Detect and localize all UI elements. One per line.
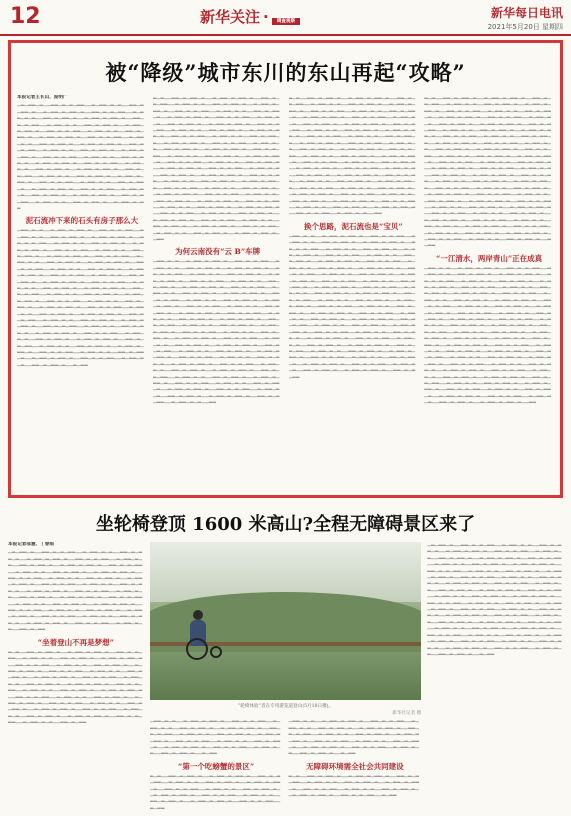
issue-date: 2021年5月20日 星期四 (487, 23, 563, 31)
feature-column-2: ▂▁▂▁▁▂▂▁▂▁▂▂▁▂▁▁▂▁▂▂▁▂▁▂▂▁▂▁▁▂▂▁▂▁▂▁▂▂▁▁▂▁▂▂▁▂▁▂▁▁▂▂▁▂▁▂▂▁▂▁▁▂▁▂▂▁▂▁▂▂▁▂▁▁▂▂▁▂▁▂▁▂▂▁▁▂▁▂▂▁▂▁▂▁▁▂▂▁▂▁▂▂▁▂▁▁▂▁▂▂▁▂▁▂▂▁▂▁▁▂▂▁▂▁▂▁▂▂▁▁▂▁▂▂▁▂▁▂▁▁▂▂▁▂▁▂▂▁▂▁▁▂▁▂▂▁▂▁▂▂▁▂▁▁▂▂▁▂▁▂▁▂▂▁▁▂▁▂▂▁▂▁▂▁▁▂▂▁▂▁▂▂▁▂▁▁▂▁▂▂▁▂▁▂▂▁▂▁▁▂▂▁▂▁▂▁▂▂▁▁▂▁▂▂▁▂▁▂▁▁▂▂▁▂▁▂▂▁▂▁▁▂▁▂▂▁▂▁▂▂▁▂▁▁▂▂▁▂▁▂▁▂▂▁▁▂▁▂▂▁▂▁▂▁▁▂▂▁▂▁▂▂▁▂▁▁▂▁▂▂▁▂▁▂▂▁▂▁▁▂▂▁▂▁▂▁▂▂▁▁▂▁▂▂▁▂▁▂▁▁▂▂▁▂▁▂▂▁▂▁▁▂▁▂▂▁▂▁▂▂▁▂▁▁▂▂▁▂▁▂▁▂▂▁▁▂▁▂▂▁▂▁▂▁▁▂▂▁▂▁▂▂▁▂▁▁▂▁▂▂▁▂▁▂▂▁▂▁▁▂▂▁▂▁▂▁▂▂▁▁▂▁▂▂▁▂▁▂▁▁▂▂▁▂▁▂▂▁▂▁▁▂▁▂▂▁▂▁▂▂▁▂▁▁▂▂▁▂▁▂▁▂▂▁▁▂▁▂▂▁▂▁▂▁▁▂▂▁▂▁▂▂▁▂▁▁▂▁▂▂▁▂▁▂▂▁▂▁▁▂▂▁▂▁▂▁▂▂▁▁▂▁▂▂▁▂▁▂▁▁▂▂▁▂▁▂▂▁▂▁▁▂▁▂▂▁▂▁▂▂▁▂▁▁▂▂▁▂▁▂▁▂▂▁▁▂▁▂▂▁▂▁▂▁▁▂▂▁▂▁▂▂▁▂▁▁▂▁▂▂▁▂▁▂▂▁▂▁▁▂▂▁▂▁▂▁▂▂▁▁▂▁▂▂▁▂▁▂▁▁▂▂▁▂▁▂▂▁▂▁▁▂▁▂▂▁▂▁▂▂▁▂▁▁▂▂▁▂▁▂▁▂▂▁▁▂▁▂▂▁▂▁▂▁▁▂▂▁▂▁▂▂▁▂▁▁▂▁▂▂▁▂▁▂▂▁▂▁▁▂▂▁▂▁▂▁▂▂▁▁▂▁▂▂▁▂▁▂▁▁▂▂▁▂▁▂▂▁▂▁▁▂▁▂▂▁▂▁▂▂▁▂▁▁▂▂▁▂▁▂▁▂▂▁▁▂▁▂▂▁▂▁▂▁▁▂▂▁▂▁▂▂▁▂▁▁▂▁▂▂▁▂▁▂▂▁▂▁▁▂▂ 为何云南没有“云 B”车牌 ▁▂▂▁▂▁▂▁▁▂▁▂▂▁▂▁▂▂▁▂▁▁▂▂▁▂▁▂▁▂▂▁▁▂▁▂▂▁▂▁▂▁▁▂▂▁▂▁▂▂▁▂▁▁▂▁▂▂▁▂▁▂▂▁▂▁▁▂▂▁▂▁▂▁▂▂▁▁▂▁▂▂▁▂▁▂▁▁▂▂▁▂▁▂▂▁▂▁▁▂▁▂▂▁▂▁▂▂▁▂▁▁▂▂▁▂▁▂▁▂▂▁▁▂▁▂▂▁▂▁▂▁▁▂▂▁▂▁▂▂▁▂▁▁▂▁▂▂▁▂▁▂▂▁▂▁▁▂▂▁▂▁▂▁▂▂▁▁▂▁▂▂▁▂▁▂▁▁▂▂▁▂▁▂▂▁▂▁▁▂▁▂▂▁▂▁▂▂▁▂▁▁▂▂▁▂▁▂▁▂▂▁▁▂▁▂▂▁▂▁▂▁▁▂▂▁▂▁▂▂▁▂▁▁▂▁▂▂▁▂▁▂▂▁▂▁▁▂▂▁▂▁▂▁▂▂▁▁▂▁▂▂▁▂▁▂▁▁▂▂▁▂▁▂▂▁▂▁▁▂▁▂▂▁▂▁▂▂▁▂▁▁▂▂▁▂▁▂▁▂▂▁▁▂▁▂▂▁▂▁▂▁▁▂▂▁▂▁▂▂▁▂▁▁▂▁▂▂▁▂▁▂▂▁▂▁▁▂▂▁▂▁▂▁▂▂▁▁▂▁▂▂▁▂▁▂▁▁▂▂▁▂▁▂▂▁▂▁▁▂▁▂▂▁▂▁▂▂▁▂▁▁▂▂▁▂▁▂▁▂▂▁▁▂▁▂▂▁▂▁▂▁▁▂▂▁▂▁▂▂▁▂▁▁▂▁▂▂▁▂▁▂▂▁▂▁▁▂▂▁▂▁▂▁▂▂▁▁▂▁▂▂▁▂▁▂▁▁▂▂▁▂▁▂▂▁▂▁▁▂▁▂▂▁▂▁▂▂▁▂▁▁▂▂▁▂▁▂▁▂▂▁▁▂▁▂▂▁▂▁▂▁▁▂▂▁▂▁▂▂▁▂▁▁▂▁▂▂▁▂▁▂▂▁▂▁▁▂▂▁▂▁▂▁▂▂▁▁▂▁▂▂▁▂▁▂▁▁▂▂▁▂▁▂▂▁▂▁▁▂▁▂▂▁▂▁▂▂▁▂▁▁▂▂▁▂▁▂▁▂▂▁▁▂▁▂▂▁▂▁▂▁▁▂▂▁▂▁▂▂▁▂▁▁▂▁▂▂▁▂▁▂▂▁▂▁▁▂▂▁▂▁▂▁▂▂▁▁▂▁▂▂▁▂▁▂▁▁▂▂▁▂▁▂▂▁▂▁▁▂▁▂▂▁▂▁▂▂▁▂▁▁▂▂▁▂▁▂▁▂▂▁▁▂▁▂▂▁▂▁▂▁▁▂▂▁▂▁▂▂▁▂▁▁▂▁▂▂▁▂▁▂▂▁▂▁▁▂▂▁▂▁▂▁▂▂▁▁▂▁▂▂▁▂▁▂▁▁▂▂▁▂▁▂▂▁▂▁▁▂▁▂▂▁▂▁▂▂▁▂▁▁▂▂▁▂▁▂▁▂▂▁▁▂▁▂▂▁▂▁▂▁▁▂▂ (153, 95, 283, 489)
feature-subhead-3: 换个思路，泥石流也是“宝贝” (304, 221, 403, 231)
feature-subhead-4: “一江清水，两岸青山”正在成真 (436, 253, 543, 263)
lower-subhead-2: “第一个吃螃蟹的景区” (178, 761, 255, 771)
feature-byline: 本报记者王长山、庞明广 (17, 95, 68, 100)
paper-name: 新华每日电讯 (490, 6, 563, 20)
lower-column-1: 本报记者邬慧、丁春雨 ▁▂▁▂▂▁▂▁▁▂▂▁▂▁▂▁▂▂▁▁▂▁▂▂▁▂▁▂▁▁▂▂▁▂▁▂▂▁▂▁▁▂▁▂▂▁▂▁▂▂▁▂▁▁▂▂▁▂▁▂▁▂▂▁▁▂▁▂▂▁▂▁▂▁▁▂▂▁▂▁▂▂▁▂▁▁▂▁▂▂▁▂▁▂▂▁▂▁▁▂▂▁▂▁▂▁▂▂▁▁▂▁▂▂▁▂▁▂▁▁▂▂▁▂▁▂▂▁▂▁▁▂▁▂▂▁▂▁▂▂▁▂▁▁▂▂▁▂▁▂▁▂▂▁▁▂▁▂▂▁▂▁▂▁▁▂▂▁▂▁▂▂▁▂▁▁▂▁▂▂▁▂▁▂▂▁▂▁▁▂▂▁▂▁▂▁▂▂▁▁▂▁▂▂▁▂▁▂▁▁▂▂▁▂▁▂▂▁▂▁▁▂▁▂▂▁▂▁▂▂▁▂▁▁▂▂▁▂▁▂▁▂▂▁▁▂▁▂▂▁▂▁▂▁▁▂▂▁▂▁▂▂▁▂▁▁▂▁▂▂▁▂▁▂▂▁▂▁▁▂▂▁▂▁▂▁▂▂▁▁▂▁▂▂▁▂▁▂▁▁▂▂▁▂▁▂▂▁▂▁▁▂▁▂▂▁▂▁▂▂▁▂▁▁▂▂▁▂▁▂▁▂▂▁▁▂▁▂▂▁▂▁▂▁▁▂▂▁▂▁▂▂▁▂▁▁▂▁▂▂▁▂▁▂▂▁▂▁▁▂▂▁▂▁▂▁▂▂▁▁▂▁▂▂▁▂▁▂▁▁▂▂▁▂▁▂▂▁▂▁▁▂▁▂▂▁▂▁▂▂▁▂▁▁▂▂▁▂▁▂▁▂▂▁▁▂▁▂▂▁▂▁▂▁▁▂▂▁▂▁▂▂ “坐着登山不再是梦想” ▂▁▂▁▁▂▂▁▂▁▂▂▁▂▁▁▂▁▂▂▁▂▁▂▂▁▂▁▁▂▂▁▂▁▂▁▂▂▁▁▂▁▂▂▁▂▁▂▁▁▂▂▁▂▁▂▂▁▂▁▁▂▁▂▂▁▂▁▂▂▁▂▁▁▂▂▁▂▁▂▁▂▂▁▁▂▁▂▂▁▂▁▂▁▁▂▂▁▂▁▂▂▁▂▁▁▂▁▂▂▁▂▁▂▂▁▂▁▁▂▂▁▂▁▂▁▂▂▁▁▂▁▂▂▁▂▁▂▁▁▂▂▁▂▁▂▂▁▂▁▁▂▁▂▂▁▂▁▂▂▁▂▁▁▂▂▁▂▁▂▁▂▂▁▁▂▁▂▂▁▂▁▂▁▁▂▂▁▂▁▂▂▁▂▁▁▂▁▂▂▁▂▁▂▂▁▂▁▁▂▂▁▂▁▂▁▂▂▁▁▂▁▂▂▁▂▁▂▁▁▂▂▁▂▁▂▂▁▂▁▁▂▁▂▂▁▂▁▂▂▁▂▁▁▂▂▁▂▁▂▁▂▂▁▁▂▁▂▂▁▂▁▂▁▁▂▂▁▂▁▂▂▁▂▁▁▂▁▂▂▁▂▁▂▂▁▂▁▁▂▂▁▂▁▂▁▂▂▁▁▂▁▂▂▁▂▁▂▁▁▂▂▁▂▁▂▂▁▂▁▁▂▁▂▂▁▂▁▂▂▁▂▁▁▂▂▁▂▁▂▁▂▂▁▁▂▁▂▂▁▂▁▂▁▁▂▂▁▂▁▂▂▁▂▁▁▂▁▂▂▁▂▁▂▂▁▂▁▁▂▂▁▂▁▂▁▂▂▁▁▂▁▂▂▁▂▁▂▁▁▂▂▁▂▁▂▂ (8, 542, 143, 725)
feature-column-4: ▂▁▂▁▁▂▂▁▂▁▂▂▁▂▁▁▂▁▂▂▁▂▁▂▂▁▂▁▁▂▂▁▂▁▂▁▂▂▁▁▂▁▂▂▁▂▁▂▁▁▂▂▁▂▁▂▂▁▂▁▁▂▁▂▂▁▂▁▂▂▁▂▁▁▂▂▁▂▁▂▁▂▂▁▁▂▁▂▂▁▂▁▂▁▁▂▂▁▂▁▂▂▁▂▁▁▂▁▂▂▁▂▁▂▂▁▂▁▁▂▂▁▂▁▂▁▂▂▁▁▂▁▂▂▁▂▁▂▁▁▂▂▁▂▁▂▂▁▂▁▁▂▁▂▂▁▂▁▂▂▁▂▁▁▂▂▁▂▁▂▁▂▂▁▁▂▁▂▂▁▂▁▂▁▁▂▂▁▂▁▂▂▁▂▁▁▂▁▂▂▁▂▁▂▂▁▂▁▁▂▂▁▂▁▂▁▂▂▁▁▂▁▂▂▁▂▁▂▁▁▂▂▁▂▁▂▂▁▂▁▁▂▁▂▂▁▂▁▂▂▁▂▁▁▂▂▁▂▁▂▁▂▂▁▁▂▁▂▂▁▂▁▂▁▁▂▂▁▂▁▂▂▁▂▁▁▂▁▂▂▁▂▁▂▂▁▂▁▁▂▂▁▂▁▂▁▂▂▁▁▂▁▂▂▁▂▁▂▁▁▂▂▁▂▁▂▂▁▂▁▁▂▁▂▂▁▂▁▂▂▁▂▁▁▂▂▁▂▁▂▁▂▂▁▁▂▁▂▂▁▂▁▂▁▁▂▂▁▂▁▂▂▁▂▁▁▂▁▂▂▁▂▁▂▂▁▂▁▁▂▂▁▂▁▂▁▂▂▁▁▂▁▂▂▁▂▁▂▁▁▂▂▁▂▁▂▂▁▂▁▁▂▁▂▂▁▂▁▂▂▁▂▁▁▂▂▁▂▁▂▁▂▂▁▁▂▁▂▂▁▂▁▂▁▁▂▂▁▂▁▂▂▁▂▁▁▂▁▂▂▁▂▁▂▂▁▂▁▁▂▂▁▂▁▂▁▂▂▁▁▂▁▂▂▁▂▁▂▁▁▂▂▁▂▁▂▂▁▂▁▁▂▁▂▂▁▂▁▂▂▁▂▁▁▂▂▁▂▁▂▁▂▂▁▁▂▁▂▂▁▂▁▂▁▁▂▂▁▂▁▂▂▁▂▁▁▂▁▂▂▁▂▁▂▂▁▂▁▁▂▂▁▂▁▂▁▂▂▁▁▂▁▂▂▁▂▁▂▁▁▂▂▁▂▁▂▂▁▂▁▁▂▁▂▂▁▂▁▂▂▁▂▁▁▂▂▁▂▁▂▁▂▂▁▁▂▁▂▂▁▂▁▂▁▁▂▂▁▂▁▂▂▁▂▁▁▂▁▂▂▁▂▁▂▂▁▂▁▁▂▂▁▂▁▂▁▂▂▁▁▂▁▂▂▁▂▁▂▁▁▂▂▁▂▁▂▂▁▂▁▁▂▁▂▂▁▂▁▂▂▁▂▁▁▂▂▁▂▁▂▁▂▂▁▁▂▁▂▂▁▂▁▂▁▁▂▂▁▂▁▂▂▁▂▁▁▂▁▂▂▁▂▁▂▂▁▂▁▁▂▂▁▂▁▂▁▂▂▁▁▂▁▂▂▁▂▁▂▁▁▂▂▁▂▁▂▂▁▂▁▁▂▁▂▂ “一江清水，两岸青山”正在成真 ▁▂▂▁▂▁▂▁▁▂▁▂▂▁▂▁▂▂▁▂▁▁▂▂▁▂▁▂▁▂▂▁▁▂▁▂▂▁▂▁▂▁▁▂▂▁▂▁▂▂▁▂▁▁▂▁▂▂▁▂▁▂▂▁▂▁▁▂▂▁▂▁▂▁▂▂▁▁▂▁▂▂▁▂▁▂▁▁▂▂▁▂▁▂▂▁▂▁▁▂▁▂▂▁▂▁▂▂▁▂▁▁▂▂▁▂▁▂▁▂▂▁▁▂▁▂▂▁▂▁▂▁▁▂▂▁▂▁▂▂▁▂▁▁▂▁▂▂▁▂▁▂▂▁▂▁▁▂▂▁▂▁▂▁▂▂▁▁▂▁▂▂▁▂▁▂▁▁▂▂▁▂▁▂▂▁▂▁▁▂▁▂▂▁▂▁▂▂▁▂▁▁▂▂▁▂▁▂▁▂▂▁▁▂▁▂▂▁▂▁▂▁▁▂▂▁▂▁▂▂▁▂▁▁▂▁▂▂▁▂▁▂▂▁▂▁▁▂▂▁▂▁▂▁▂▂▁▁▂▁▂▂▁▂▁▂▁▁▂▂▁▂▁▂▂▁▂▁▁▂▁▂▂▁▂▁▂▂▁▂▁▁▂▂▁▂▁▂▁▂▂▁▁▂▁▂▂▁▂▁▂▁▁▂▂▁▂▁▂▂▁▂▁▁▂▁▂▂▁▂▁▂▂▁▂▁▁▂▂▁▂▁▂▁▂▂▁▁▂▁▂▂▁▂▁▂▁▁▂▂▁▂▁▂▂▁▂▁▁▂▁▂▂▁▂▁▂▂▁▂▁▁▂▂▁▂▁▂▁▂▂▁▁▂▁▂▂▁▂▁▂▁▁▂▂▁▂▁▂▂▁▂▁▁▂▁▂▂▁▂▁▂▂▁▂▁▁▂▂▁▂▁▂▁▂▂▁▁▂▁▂▂▁▂▁▂▁▁▂▂▁▂▁▂▂▁▂▁▁▂▁▂▂▁▂▁▂▂▁▂▁▁▂▂▁▂▁▂▁▂▂▁▁▂▁▂▂▁▂▁▂▁▁▂▂▁▂▁▂▂▁▂▁▁▂▁▂▂▁▂▁▂▂▁▂▁▁▂▂▁▂▁▂▁▂▂▁▁▂▁▂▂▁▂▁▂▁▁▂▂▁▂▁▂▂▁▂▁▁▂▁▂▂▁▂▁▂▂▁▂▁▁▂▂▁▂▁▂▁▂▂▁▁▂▁▂▂▁▂▁▂▁▁▂▂▁▂▁▂▂▁▂▁▁▂▁▂▂▁▂▁▂▂▁▂▁▁▂▂▁▂▁▂▁▂▂▁▁▂▁▂▂▁▂▁▂▁▁▂▂▁▂▁▂▂▁▂▁▁▂▁▂▂▁▂▁▂▂▁▂▁▁▂▂▁▂▁▂▁▂▂▁▁▂▁▂▂▁▂▁▂▁▁▂▂▁▂▁▂▂▁▂▁▁▂▁▂▂▁▂▁▂▂▁▂▁▁▂▂▁▂▁▂▁▂▂▁▁▂▁▂▂▁▂▁▂▁▁▂▂▁▂▁▂▂▁▂▁▁▂▁▂▂▁▂▁▂▂▁▂▁▁▂▂ (424, 95, 554, 489)
lower-center-block: “轮椅体验”者在专用游览道登山(5月18日摄)。 新华社记者 摄 ▁▂▂▁▂▁▂▁▁▂▁▂▂▁▂▁▂▂▁▂▁▁▂▂▁▂▁▂▁▂▂▁▁▂▁▂▂▁▂▁▂▁▁▂▂▁▂▁▂▂▁▂▁▁▂▁▂▂▁▂▁▂▂▁▂▁▁▂▂▁▂▁▂▁▂▂▁▁▂▁▂▂▁▂▁▂▁▁▂▂▁▂▁▂▂▁▂▁▁▂▁▂▂▁▂▁▂▂▁▂▁▁▂▂▁▂▁▂▁▂▂▁▁▂▁▂▂▁▂▁▂▁▁▂▂▁▂▁▂▂▁▂▁▁▂▁▂▂▁▂▁▂▂▁▂▁▁▂▂▁▂▁▂▁▂▂▁▁▂▁▂▂▁▂▁▂▁▁▂▂▁▂▁▂▂▁▂▁▁▂▁▂▂ “第一个吃螃蟹的景区” ▂▁▂▁▁▂▂▁▂▁▂▂▁▂▁▁▂▁▂▂▁▂▁▂▂▁▂▁▁▂▂▁▂▁▂▁▂▂▁▁▂▁▂▂▁▂▁▂▁▁▂▂▁▂▁▂▂▁▂▁▁▂▁▂▂▁▂▁▂▂▁▂▁▁▂▂▁▂▁▂▁▂▂▁▁▂▁▂▂▁▂▁▂▁▁▂▂▁▂▁▂▂▁▂▁▁▂▁▂▂▁▂▁▂▂▁▂▁▁▂▂▁▂▁▂▁▂▂▁▁▂▁▂▂▁▂▁▂▁▁▂▂▁▂▁▂▂▁▂▁▁▂▁▂▂▁▂▁▂▂▁▂▁▁▂▂▁▂▁▂▁▂▂▁▁▂▁▂▂ ▁▂▂▁▂▁▂▁▁▂▁▂▂▁▂▁▂▂▁▂▁▁▂▂▁▂▁▂▁▂▂▁▁▂▁▂▂▁▂▁▂▁▁▂▂▁▂▁▂▂▁▂▁▁▂▁▂▂▁▂▁▂▂▁▂▁▁▂▂▁▂▁▂▁▂▂▁▁▂▁▂▂▁▂▁▂▁▁▂▂▁▂▁▂▂▁▂▁▁▂▁▂▂▁▂▁▂▂▁▂▁▁▂▂▁▂▁▂▁▂▂▁▁▂▁▂▂▁▂▁▂▁▁▂▂▁▂▁▂▂▁▂▁▁▂▁▂▂▁▂▁▂▂▁▂▁▁▂▂▁▂▁▂▁▂▂▁▁▂▁▂▂▁▂▁▂▁▁▂▂▁▂▁▂▂▁▂▁▁▂▁▂▂ 无障碍环境需全社会共同建设 ▂▁▂▁▁▂▂▁▂▁▂▂▁▂▁▁▂▁▂▂▁▂▁▂▂▁▂▁▁▂▂▁▂▁▂▁▂▂▁▁▂▁▂▂▁▂▁▂▁▁▂▂▁▂▁▂▂▁▂▁▁▂▁▂▂▁▂▁▂▂▁▂▁▁▂▂▁▂▁▂▁▂▂▁▁▂▁▂▂▁▂▁▂▁▁▂▂▁▂▁▂▂▁▂▁▁▂▁▂▂▁▂▁▂▂▁▂▁▁▂▂▁▂▁▂▁▂▂▁▁▂▁▂▂ (150, 542, 422, 810)
lower-column-4: ▁▂▁▂▂▁▂▁▁▂▂▁▂▁▂▁▂▂▁▁▂▁▂▂▁▂▁▂▁▁▂▂▁▂▁▂▂▁▂▁▁▂▁▂▂▁▂▁▂▂▁▂▁▁▂▂▁▂▁▂▁▂▂▁▁▂▁▂▂▁▂▁▂▁▁▂▂▁▂▁▂▂▁▂▁▁▂▁▂▂▁▂▁▂▂▁▂▁▁▂▂▁▂▁▂▁▂▂▁▁▂▁▂▂▁▂▁▂▁▁▂▂▁▂▁▂▂▁▂▁▁▂▁▂▂▁▂▁▂▂▁▂▁▁▂▂▁▂▁▂▁▂▂▁▁▂▁▂▂▁▂▁▂▁▁▂▂▁▂▁▂▂▁▂▁▁▂▁▂▂▁▂▁▂▂▁▂▁▁▂▂▁▂▁▂▁▂▂▁▁▂▁▂▂▁▂▁▂▁▁▂▂▁▂▁▂▂▁▂▁▁▂▁▂▂▁▂▁▂▂▁▂▁▁▂▂▁▂▁▂▁▂▂▁▁▂▁▂▂▁▂▁▂▁▁▂▂▁▂▁▂▂▁▂▁▁▂▁▂▂▁▂▁▂▂▁▂▁▁▂▂▁▂▁▂▁▂▂▁▁▂▁▂▂▁▂▁▂▁▁▂▂▁▂▁▂▂▁▂▁▁▂▁▂▂▁▂▁▂▂▁▂▁▁▂▂▁▂▁▂▁▂▂▁▁▂▁▂▂▁▂▁▂▁▁▂▂▁▂▁▂▂▁▂▁▁▂▁▂▂▁▂▁▂▂▁▂▁▁▂▂▁▂▁▂▁▂▂▁▁▂▁▂▂▁▂▁▂▁▁▂▂▁▂▁▂▂▁▂▁▁▂▁▂▂▁▂▁▂▂▁▂▁▁▂▂▁▂▁▂▁▂▂▁▁▂▁▂▂▁▂▁▂▁▁▂▂▁▂▁▂▂▁▂▁▁▂▁▂▂▁▂▁▂▂▁▂▁▁▂▂▁▂▁▂▁▂▂▁▁▂▁▂▂▁▂▁▂▁▁▂▂▁▂▁▂▂▁▂▁▁▂▁▂▂▁▂▁▂▂▁▂▁▁▂▂▁▂▁▂▁▂▂▁▁▂▁▂▂▁▂▁▂▁▁▂▂▁▂▁▂▂▁▂▁▁▂▁▂▂▁▂▁▂▂▁▂▁▁▂▂▁▂▁▂▁▂▂▁▁▂▁▂▂▁▂▁▂▁▁▂▂▁▂▁▂▂▁▂▁▁▂▁▂▂▁▂▁▂▂▁▂▁▁▂▂▁▂▁▂▁▂▂▁▁▂▁▂▂▁▂▁▂▁▁▂▂▁▂▁▂▂▁▂▁▁▂▁▂▂ (427, 542, 562, 656)
lower-article (8, 542, 563, 810)
section-label: 关注 (230, 8, 261, 26)
lower-headline: 坐轮椅登顶 1600 米高山?全程无障碍景区来了 (95, 514, 476, 535)
feature-column-1: 本报记者王长山、庞明广 ▁▂▁▂▂▁▂▁▁▂▂▁▂▁▂▁▂▂▁▁▂▁▂▂▁▂▁▂▁▁▂▂▁▂▁▂▂▁▂▁▁▂▁▂▂▁▂▁▂▂▁▂▁▁▂▂▁▂▁▂▁▂▂▁▁▂▁▂▂▁▂▁▂▁▁▂▂▁▂▁▂▂▁▂▁▁▂▁▂▂▁▂▁▂▂▁▂▁▁▂▂▁▂▁▂▁▂▂▁▁▂▁▂▂▁▂▁▂▁▁▂▂▁▂▁▂▂▁▂▁▁▂▁▂▂▁▂▁▂▂▁▂▁▁▂▂▁▂▁▂▁▂▂▁▁▂▁▂▂▁▂▁▂▁▁▂▂▁▂▁▂▂▁▂▁▁▂▁▂▂▁▂▁▂▂▁▂▁▁▂▂▁▂▁▂▁▂▂▁▁▂▁▂▂▁▂▁▂▁▁▂▂▁▂▁▂▂▁▂▁▁▂▁▂▂▁▂▁▂▂▁▂▁▁▂▂▁▂▁▂▁▂▂▁▁▂▁▂▂▁▂▁▂▁▁▂▂▁▂▁▂▂▁▂▁▁▂▁▂▂▁▂▁▂▂▁▂▁▁▂▂▁▂▁▂▁▂▂▁▁▂▁▂▂▁▂▁▂▁▁▂▂▁▂▁▂▂▁▂▁▁▂▁▂▂▁▂▁▂▂▁▂▁▁▂▂▁▂▁▂▁▂▂▁▁▂▁▂▂▁▂▁▂▁▁▂▂▁▂▁▂▂▁▂▁▁▂▁▂▂▁▂▁▂▂▁▂▁▁▂▂▁▂▁▂▁▂▂▁▁▂▁▂▂▁▂▁▂▁▁▂▂▁▂▁▂▂▁▂▁▁▂▁▂▂▁▂▁▂▂▁▂▁▁▂▂▁▂▁▂▁▂▂▁▁▂▁▂▂▁▂▁▂▁▁▂▂▁▂▁▂▂▁▂▁▁▂▁▂▂▁▂▁▂▂▁▂▁▁▂▂▁▂▁▂▁▂▂▁▁▂▁▂▂▁▂▁▂▁▁▂▂▁▂▁▂▂▁▂▁▁▂▁▂▂▁▂▁▂▂▁▂▁▁▂▂▁▂▁▂▁▂▂▁▁▂▁▂▂▁▂▁▂▁▁▂▂▁▂▁▂▂▁▂▁▁▂▁▂▂▁▂▁▂▂ 泥石流冲下来的石头有房子那么大 ▁▂▂▁▂▁▂▁▁▂▁▂▂▁▂▁▂▂▁▂▁▁▂▂▁▂▁▂▁▂▂▁▁▂▁▂▂▁▂▁▂▁▁▂▂▁▂▁▂▂▁▂▁▁▂▁▂▂▁▂▁▂▂▁▂▁▁▂▂▁▂▁▂▁▂▂▁▁▂▁▂▂▁▂▁▂▁▁▂▂▁▂▁▂▂▁▂▁▁▂▁▂▂▁▂▁▂▂▁▂▁▁▂▂▁▂▁▂▁▂▂▁▁▂▁▂▂▁▂▁▂▁▁▂▂▁▂▁▂▂▁▂▁▁▂▁▂▂▁▂▁▂▂▁▂▁▁▂▂▁▂▁▂▁▂▂▁▁▂▁▂▂▁▂▁▂▁▁▂▂▁▂▁▂▂▁▂▁▁▂▁▂▂▁▂▁▂▂▁▂▁▁▂▂▁▂▁▂▁▂▂▁▁▂▁▂▂▁▂▁▂▁▁▂▂▁▂▁▂▂▁▂▁▁▂▁▂▂▁▂▁▂▂▁▂▁▁▂▂▁▂▁▂▁▂▂▁▁▂▁▂▂▁▂▁▂▁▁▂▂▁▂▁▂▂▁▂▁▁▂▁▂▂▁▂▁▂▂▁▂▁▁▂▂▁▂▁▂▁▂▂▁▁▂▁▂▂▁▂▁▂▁▁▂▂▁▂▁▂▂▁▂▁▁▂▁▂▂▁▂▁▂▂▁▂▁▁▂▂▁▂▁▂▁▂▂▁▁▂▁▂▂▁▂▁▂▁▁▂▂▁▂▁▂▂▁▂▁▁▂▁▂▂▁▂▁▂▂▁▂▁▁▂▂▁▂▁▂▁▂▂▁▁▂▁▂▂▁▂▁▂▁▁▂▂▁▂▁▂▂▁▂▁▁▂▁▂▂▁▂▁▂▂▁▂▁▁▂▂▁▂▁▂▁▂▂▁▁▂▁▂▂▁▂▁▂▁▁▂▂▁▂▁▂▂▁▂▁▁▂▁▂▂▁▂▁▂▂▁▂▁▁▂▂▁▂▁▂▁▂▂▁▁▂▁▂▂▁▂▁▂▁▁▂▂▁▂▁▂▂▁▂▁▁▂▁▂▂▁▂▁▂▂▁▂▁▁▂▂▁▂▁▂▁▂▂▁▁▂▁▂▂▁▂▁▂▁▁▂▂▁▂▁▂▂▁▂▁▁▂▁▂▂▁▂▁▂▂▁▂▁▁▂▂▁▂▁▂▁▂▂▁▁▂▁▂▂▁▂▁▂▁▁▂▂▁▂▁▂▂▁▂▁▁▂▁▂▂▁▂▁▂▂▁▂▁▁▂▂▁▂▁▂▁▂▂▁▁▂▁▂▂▁▂▁▂▁▁▂▂▁▂▁▂▂▁▂▁▁▂▁▂▂▁▂▁▂▂▁▂▁▁▂▂▁▂▁▂▁▂▂▁▁▂▁▂▂▁▂▁▂▁▁▂▂▁▂▁▂▂▁▂▁▁▂▁▂▂▁▂▁▂▂▁▂▁▁▂▂▁▂▁▂▁▂▂▁▁▂▁▂▂▁▂▁▂▁▁▂▂▁▂▁▂▂▁▂▁▁▂▁▂▂ (17, 95, 147, 489)
section-header: 新华关注 · 调查观察 (200, 6, 300, 27)
lower-byline: 本报记者邬慧、丁春雨 (8, 542, 54, 547)
masthead (0, 0, 571, 36)
photo-caption: “轮椅体验”者在专用游览道登山(5月18日摄)。 (237, 704, 334, 709)
feature-subhead-1: 泥石流冲下来的石头有房子那么大 (25, 216, 139, 226)
column-label: 调查观察 (272, 18, 300, 25)
feature-article (8, 40, 563, 498)
feature-headline: 被“降级”城市东川的东山再起“攻略” (105, 60, 466, 85)
page-number: 12 (10, 4, 41, 29)
photo-credit: 新华社记者 摄 (392, 711, 422, 716)
lower-subhead-3: 无障碍环境需全社会共同建设 (306, 761, 404, 771)
lower-subhead-1: “坐着登山不再是梦想” (37, 637, 114, 647)
wheelchair-photo (150, 542, 422, 700)
feature-column-3: ▂▁▂▁▁▂▂▁▂▁▂▂▁▂▁▁▂▁▂▂▁▂▁▂▂▁▂▁▁▂▂▁▂▁▂▁▂▂▁▁▂▁▂▂▁▂▁▂▁▁▂▂▁▂▁▂▂▁▂▁▁▂▁▂▂▁▂▁▂▂▁▂▁▁▂▂▁▂▁▂▁▂▂▁▁▂▁▂▂▁▂▁▂▁▁▂▂▁▂▁▂▂▁▂▁▁▂▁▂▂▁▂▁▂▂▁▂▁▁▂▂▁▂▁▂▁▂▂▁▁▂▁▂▂▁▂▁▂▁▁▂▂▁▂▁▂▂▁▂▁▁▂▁▂▂▁▂▁▂▂▁▂▁▁▂▂▁▂▁▂▁▂▂▁▁▂▁▂▂▁▂▁▂▁▁▂▂▁▂▁▂▂▁▂▁▁▂▁▂▂▁▂▁▂▂▁▂▁▁▂▂▁▂▁▂▁▂▂▁▁▂▁▂▂▁▂▁▂▁▁▂▂▁▂▁▂▂▁▂▁▁▂▁▂▂▁▂▁▂▂▁▂▁▁▂▂▁▂▁▂▁▂▂▁▁▂▁▂▂▁▂▁▂▁▁▂▂▁▂▁▂▂▁▂▁▁▂▁▂▂▁▂▁▂▂▁▂▁▁▂▂▁▂▁▂▁▂▂▁▁▂▁▂▂▁▂▁▂▁▁▂▂▁▂▁▂▂▁▂▁▁▂▁▂▂▁▂▁▂▂▁▂▁▁▂▂▁▂▁▂▁▂▂▁▁▂▁▂▂▁▂▁▂▁▁▂▂▁▂▁▂▂▁▂▁▁▂▁▂▂▁▂▁▂▂▁▂▁▁▂▂▁▂▁▂▁▂▂▁▁▂▁▂▂▁▂▁▂▁▁▂▂▁▂▁▂▂▁▂▁▁▂▁▂▂▁▂▁▂▂▁▂▁▁▂▂▁▂▁▂▁▂▂▁▁▂▁▂▂▁▂▁▂▁▁▂▂▁▂▁▂▂▁▂▁▁▂▁▂▂▁▂▁▂▂▁▂▁▁▂▂▁▂▁▂▁▂▂▁▁▂▁▂▂▁▂▁▂▁▁▂▂▁▂▁▂▂▁▂▁▁▂▁▂▂▁▂▁▂▂▁▂▁▁▂▂▁▂▁▂▁▂▂▁▁▂▁▂▂▁▂▁▂▁▁▂▂▁▂▁▂▂▁▂▁▁▂▁▂▂▁▂▁▂▂▁▂▁▁▂▂▁▂▁▂▁▂▂▁▁▂▁▂▂▁▂▁▂▁▁▂▂▁▂▁▂▂▁▂▁▁▂▁▂▂▁▂▁▂▂▁▂▁▁▂▂▁▂▁▂▁▂▂▁▁▂▁▂▂▁▂▁▂▁▁▂▂ 换个思路，泥石流也是“宝贝” ▁▂▂▁▂▁▂▁▁▂▁▂▂▁▂▁▂▂▁▂▁▁▂▂▁▂▁▂▁▂▂▁▁▂▁▂▂▁▂▁▂▁▁▂▂▁▂▁▂▂▁▂▁▁▂▁▂▂▁▂▁▂▂▁▂▁▁▂▂▁▂▁▂▁▂▂▁▁▂▁▂▂▁▂▁▂▁▁▂▂▁▂▁▂▂▁▂▁▁▂▁▂▂▁▂▁▂▂▁▂▁▁▂▂▁▂▁▂▁▂▂▁▁▂▁▂▂▁▂▁▂▁▁▂▂▁▂▁▂▂▁▂▁▁▂▁▂▂▁▂▁▂▂▁▂▁▁▂▂▁▂▁▂▁▂▂▁▁▂▁▂▂▁▂▁▂▁▁▂▂▁▂▁▂▂▁▂▁▁▂▁▂▂▁▂▁▂▂▁▂▁▁▂▂▁▂▁▂▁▂▂▁▁▂▁▂▂▁▂▁▂▁▁▂▂▁▂▁▂▂▁▂▁▁▂▁▂▂▁▂▁▂▂▁▂▁▁▂▂▁▂▁▂▁▂▂▁▁▂▁▂▂▁▂▁▂▁▁▂▂▁▂▁▂▂▁▂▁▁▂▁▂▂▁▂▁▂▂▁▂▁▁▂▂▁▂▁▂▁▂▂▁▁▂▁▂▂▁▂▁▂▁▁▂▂▁▂▁▂▂▁▂▁▁▂▁▂▂▁▂▁▂▂▁▂▁▁▂▂▁▂▁▂▁▂▂▁▁▂▁▂▂▁▂▁▂▁▁▂▂▁▂▁▂▂▁▂▁▁▂▁▂▂▁▂▁▂▂▁▂▁▁▂▂▁▂▁▂▁▂▂▁▁▂▁▂▂▁▂▁▂▁▁▂▂▁▂▁▂▂▁▂▁▁▂▁▂▂▁▂▁▂▂▁▂▁▁▂▂▁▂▁▂▁▂▂▁▁▂▁▂▂▁▂▁▂▁▁▂▂▁▂▁▂▂▁▂▁▁▂▁▂▂▁▂▁▂▂▁▂▁▁▂▂▁▂▁▂▁▂▂▁▁▂▁▂▂▁▂▁▂▁▁▂▂▁▂▁▂▂▁▂▁▁▂▁▂▂▁▂▁▂▂▁▂▁▁▂▂▁▂▁▂▁▂▂▁▁▂▁▂▂▁▂▁▂▁▁▂▂▁▂▁▂▂▁▂▁▁▂▁▂▂▁▂▁▂▂▁▂▁▁▂▂▁▂▁▂▁▂▂▁▁▂▁▂▂▁▂▁▂▁▁▂▂▁▂▁▂▂▁▂▁▁▂▁▂▂▁▂▁▂▂▁▂▁▁▂▂▁▂▁▂▁▂▂▁▁▂▁▂▂▁▂▁▂▁▁▂▂▁▂▁▂▂▁▂▁▁▂▁▂▂▁▂▁▂▂▁▂▁▁▂▂▁▂▁▂▁▂▂▁▁▂▁▂▂▁▂▁▂▁▁▂▂▁▂▁▂▂▁▂▁▁▂▁▂▂▁▂▁▂▂▁▂▁▁▂▂▁▂▁▂▁▂▂▁▁▂▁▂▂▁▂▁▂▁▁▂▂▁▂▁▂▂▁▂▁▁▂▁▂▂▁▂▁▂▂▁▂▁▁▂▂▁▂▁▂▁▂▂ (289, 95, 419, 489)
brand-logo: 新华 (200, 8, 231, 26)
feature-columns (17, 95, 554, 489)
feature-subhead-2: 为何云南没有“云 B”车牌 (175, 247, 261, 257)
paper-info (488, 4, 563, 32)
